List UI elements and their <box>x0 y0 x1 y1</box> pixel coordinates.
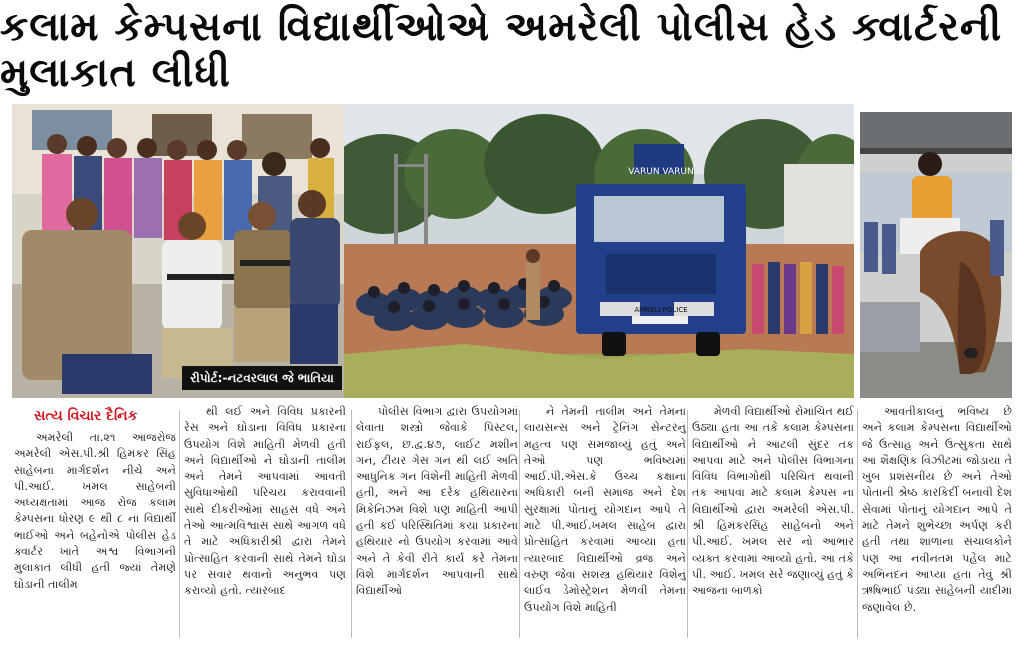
article-column-6 <box>862 404 1012 644</box>
article-column-3 <box>356 404 518 644</box>
column-divider <box>857 410 858 638</box>
source-badge <box>34 408 137 424</box>
column-divider <box>519 410 520 638</box>
photo-police-vehicle-demo <box>344 104 854 398</box>
column-text: પોલીસ વિભાગ દ્વારા ઉપયોગમાં લેવાતા શસ્ત્રો જેવાકે પિસ્ટલ, રાઈફલ, છ.દ્વ.૪૭, લાઈટ મશીન ગન, ટીયર ગેસ ગન થી લઈ અતિ આધુનિક ગન વિશેની માહિતી મેળવી હતી, અને આ દરેક હથિયારના મિકેનિઝમ વિશે પણ માહિતી આપી હતી કઈ પરિસ્થિતિમાં કયા પ્રકારના હથિયાર નો ઉપયોગ કરવામાં આવે અને તે કેવી રીતે કાર્ય કરે તેમના વિશે માર્ગદર્શન આપવાની સાથે વિદ્યાર્થીઓ <box>356 405 518 598</box>
headline: કલામ કેમ્પસના વિદ્યાર્થીઓએ અમરેલી પોલીસ હેડ ક્વાર્ટરની મુલાકાત લીધી <box>0 0 1024 100</box>
column-text: મેળવી વિદ્યાર્થીઓ રોમાંચિત થઈ ઉઠ્યા હતા આ તકે કલામ કેમ્પસના વિદ્યાર્થીઓ ને આટલી સુંદર તક આપવા માટે અને પોલીસ વિભાગના વિવિધ વિભાગોથી પરિચિત થવાની તક આપવા માટે કલામ કેમ્પસ ના વિદ્યાર્થીઓ દ્વારા અમરેલી એસ.પી. શ્રી હિમકરસિંહ સાહેબનો અને પી.આઈ. ખમલ સર નો આભાર વ્યક્ત કરવામાં આવ્યો હતો. આ તકે પી. આઈ. ખમલ સરે જણાવ્યું હતું કે આજના બાળકો <box>692 405 854 598</box>
article <box>12 404 1012 644</box>
vehicle-top-text: VARUN VARUN <box>628 167 694 177</box>
article-column-2 <box>184 404 346 644</box>
column-text: અમરેલી તા.૨૧ આજરોજ અમરેલી એસ.પી.શ્રી હિમકર સિંહ સાહેબના માર્ગદર્શન નીચે અને પી.આઈ. ખમલ સાહેબની અધ્યક્ષતામાં આજ રોજ કલામ કેમ્પસના ધોરણ ૯ થી ૮ ના વિદ્યાર્થી ભાઈઓ અને બહેનોએ પોલીસ હેડ ક્વાર્ટર ખાતે અશ્વ વિભાગની મુલાકાત લીધી હતી જ્યાં તેમણે ઘોડાની તાલીમ <box>14 431 176 591</box>
column-text: આવતીકાલનું ભવિષ્ય છે અને કલામ કેમ્પસના વિદ્યાર્થીઓ જે ઉત્સાહ અને ઉત્સુકતા સાથે આ શૈક્ષણિક વિઝીટમાં જોડાયા તે ખુબ પ્રશંસનીય છે અને તેઓ પોતાની શ્રેષ્ઠ કારકિર્દી બનાવી દેશ સેવામાં પોતાનું યોગદાન આપે તે માટે તેમને શુભેચ્છા અર્પણ કરી હતી તથા શાળાના સંચાલકોને પણ આ નવીનતમ પહેલ માટે અભિનંદન આપ્યા હતા તેવું શ્રી ઋષિભાઈ પંડ્યા સાહેબની યાદીમાં જણાવેલ છે. <box>862 405 1012 614</box>
photo-credit: રીપોર્ટ:-નટવરલાલ જે ભાતિયા <box>182 366 342 390</box>
column-divider <box>351 410 352 638</box>
column-text: ને તેમની તાલીમ અને તેમના લાયસન્સ અને ટ્રેનિંગ સેન્ટરનું મહત્વ પણ સમજાવ્યું હતું અને તેઓ પણ ભવિષ્યમાં આઈ.પી.એસ.કે ઉચ્ચ કક્ષાના અધિકારી બની સમાજ અને દેશ સુરક્ષામાં પોતાનું યોગદાન આપે તે માટે પી.આઈ.ખમલ સાહેબ દ્વારા પ્રોત્સાહિત કરવામાં આવ્યા હતા ત્યારબાદ વિદ્યાર્થીઓ વ્રજ અને વરુણ જેવા સશસ્ત્ર હથિયાર વિશેનું લાઈવ ડેમોસ્ટ્રેશન મેળવી તેમના ઉપયોગ વિશે માહિતી <box>524 405 686 614</box>
column-text: થી લઈ અને વિવિધ પ્રકારની રેસ અને ઘોડાના વિવિધ પ્રકારના ઉપયોગ વિશે માહિતી મેળવી હતી અને વિદ્યાર્થીઓ ને ઘોડાની તાલીમ અને તેમને આપવામાં આવતી સુવિધાઓથી પરિચય કરાવવાની સાથે દીકરીઓમાં સાહસ વધે અને તેઓ આત્મવિશ્વાસ સાથે આગળ વધે તે માટે અધિકારીશ્રી દ્વારા તેમને પ્રોત્સાહિત કરવાની સાથે તેમને ઘોડા પર સવાર થવાનો અનુભવ પણ કરાવ્યો હતો. ત્યારબાદ <box>184 405 346 598</box>
source-label: સત્ય વિચાર દૈનિક <box>34 408 138 424</box>
column-divider <box>179 410 180 638</box>
article-column-1 <box>14 430 176 644</box>
photo-students-with-police <box>12 104 344 398</box>
photo-horse-riding <box>860 112 1012 398</box>
article-column-4 <box>524 404 686 644</box>
column-divider <box>687 410 688 638</box>
article-column-5 <box>692 404 854 644</box>
vehicle-plate-text: AMRELI POLICE <box>634 306 688 314</box>
photo-strip <box>12 104 1012 398</box>
